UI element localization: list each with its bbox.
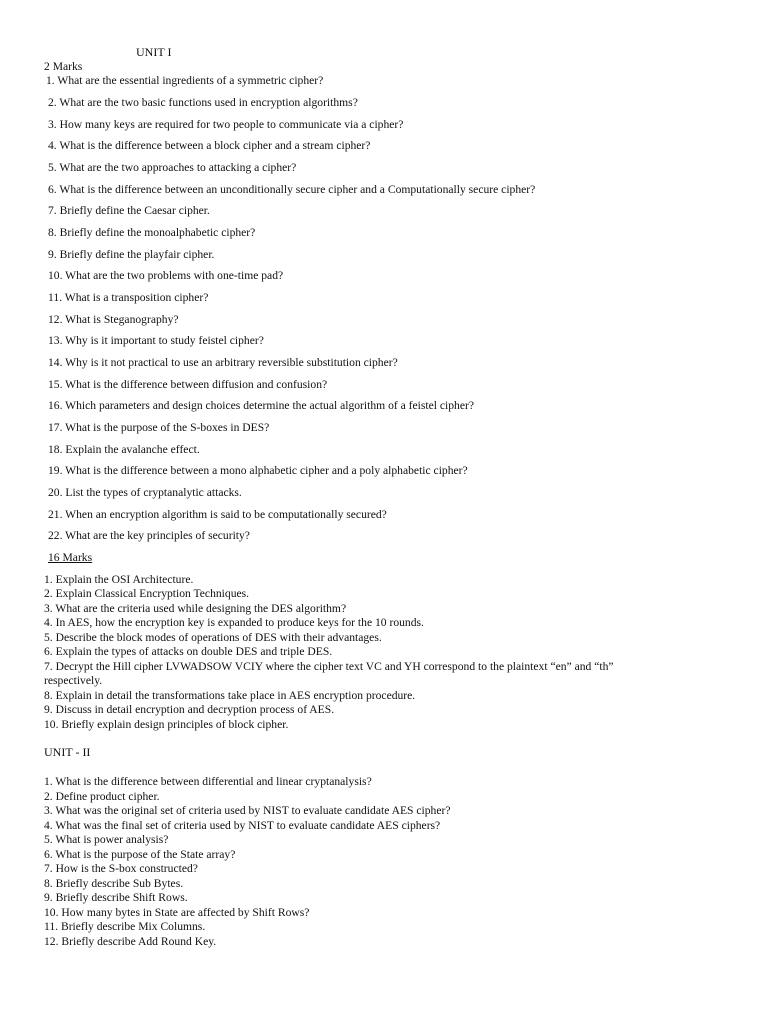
question-item: 7. Briefly define the Caesar cipher. bbox=[48, 204, 210, 217]
question-item: 14. Why is it not practical to use an arbitrary reversible substitution cipher? bbox=[48, 356, 398, 369]
question-item: 1. What are the essential ingredients of a symmetric cipher? bbox=[46, 74, 324, 87]
question-item: 5. What is power analysis? bbox=[44, 833, 169, 846]
question-item-continuation: respectively. bbox=[44, 674, 103, 687]
question-item: 7. How is the S-box constructed? bbox=[44, 862, 198, 875]
question-item: 9. Discuss in detail encryption and decryption process of AES. bbox=[44, 703, 335, 716]
sixteen-marks-heading: 16 Marks bbox=[48, 551, 93, 564]
question-item: 3. How many keys are required for two people to communicate via a cipher? bbox=[48, 118, 404, 131]
question-item: 17. What is the purpose of the S-boxes in DES? bbox=[48, 421, 270, 434]
question-item: 7. Decrypt the Hill cipher LVWADSOW VCIY where the cipher text VC and YH correspond to the plaintext “en” and “th” bbox=[44, 660, 614, 673]
question-item: 3. What was the original set of criteria used by NIST to evaluate candidate AES cipher? bbox=[44, 804, 451, 817]
question-item: 4. What is the difference between a block cipher and a stream cipher? bbox=[48, 139, 371, 152]
question-item: 13. Why is it important to study feistel cipher? bbox=[48, 334, 264, 347]
question-item: 10. How many bytes in State are affected by Shift Rows? bbox=[44, 906, 310, 919]
question-item: 22. What are the key principles of security? bbox=[48, 529, 250, 542]
question-item: 16. Which parameters and design choices determine the actual algorithm of a feistel cipher? bbox=[48, 399, 475, 412]
question-item: 11. What is a transposition cipher? bbox=[48, 291, 209, 304]
question-item: 6. Explain the types of attacks on double DES and triple DES. bbox=[44, 645, 333, 658]
question-item: 10. Briefly explain design principles of block cipher. bbox=[44, 718, 289, 731]
question-item: 2. Define product cipher. bbox=[44, 790, 160, 803]
question-item: 19. What is the difference between a mono alphabetic cipher and a poly alphabetic cipher? bbox=[48, 464, 468, 477]
question-item: 1. Explain the OSI Architecture. bbox=[44, 573, 194, 586]
question-item: 21. When an encryption algorithm is said to be computationally secured? bbox=[48, 508, 387, 521]
question-item: 8. Briefly describe Sub Bytes. bbox=[44, 877, 184, 890]
question-item: 2. What are the two basic functions used in encryption algorithms? bbox=[48, 96, 358, 109]
question-item: 20. List the types of cryptanalytic attacks. bbox=[48, 486, 242, 499]
question-item: 2. Explain Classical Encryption Techniques. bbox=[44, 587, 250, 600]
question-item: 4. In AES, how the encryption key is expanded to produce keys for the 10 rounds. bbox=[44, 616, 424, 629]
question-item: 3. What are the criteria used while designing the DES algorithm? bbox=[44, 602, 347, 615]
question-item: 6. What is the purpose of the State array? bbox=[44, 848, 236, 861]
question-item: 5. What are the two approaches to attacking a cipher? bbox=[48, 161, 297, 174]
question-item: 10. What are the two problems with one-time pad? bbox=[48, 269, 284, 282]
question-item: 4. What was the final set of criteria used by NIST to evaluate candidate AES ciphers? bbox=[44, 819, 441, 832]
question-item: 8. Briefly define the monoalphabetic cipher? bbox=[48, 226, 256, 239]
question-item: 11. Briefly describe Mix Columns. bbox=[44, 920, 206, 933]
question-item: 15. What is the difference between diffusion and confusion? bbox=[48, 378, 328, 391]
question-item: 1. What is the difference between differential and linear cryptanalysis? bbox=[44, 775, 372, 788]
unit-1-title: UNIT I bbox=[136, 45, 172, 59]
question-item: 9. Briefly describe Shift Rows. bbox=[44, 891, 188, 904]
question-item: 12. What is Steganography? bbox=[48, 313, 179, 326]
question-item: 12. Briefly describe Add Round Key. bbox=[44, 935, 217, 948]
question-item: 18. Explain the avalanche effect. bbox=[48, 443, 200, 456]
question-item: 9. Briefly define the playfair cipher. bbox=[48, 248, 215, 261]
two-marks-heading: 2 Marks bbox=[44, 60, 83, 73]
question-item: 5. Describe the block modes of operations of DES with their advantages. bbox=[44, 631, 382, 644]
question-item: 8. Explain in detail the transformations take place in AES encryption procedure. bbox=[44, 689, 416, 702]
unit-2-title: UNIT - II bbox=[44, 745, 91, 759]
question-item: 6. What is the difference between an unconditionally secure cipher and a Computationally secure cipher? bbox=[48, 183, 536, 196]
